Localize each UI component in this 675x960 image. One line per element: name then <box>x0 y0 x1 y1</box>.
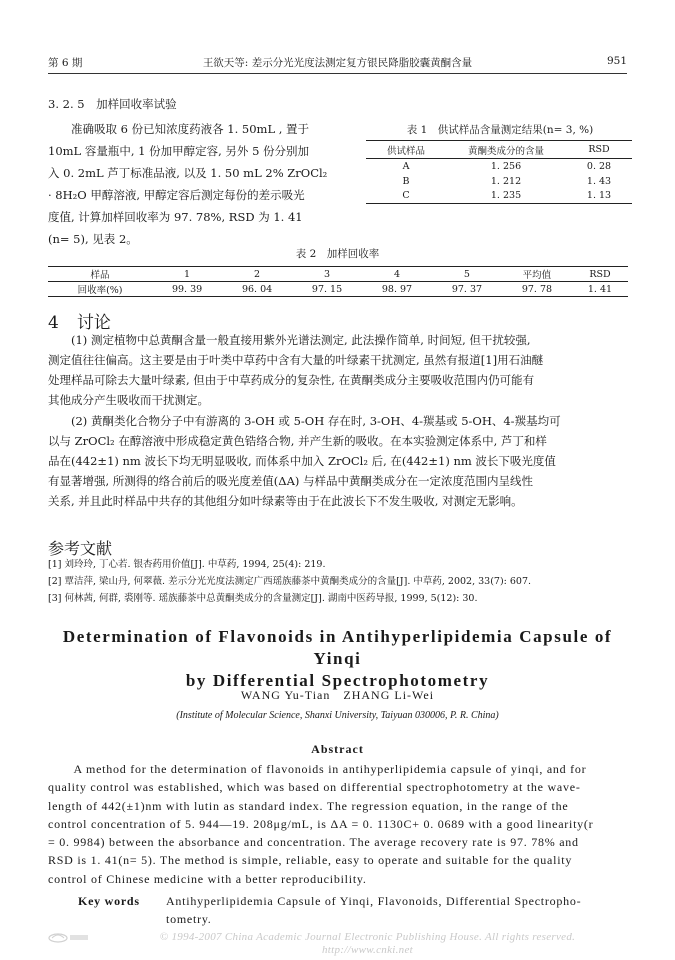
table-header-cell: 样品 <box>48 267 152 282</box>
table-header-cell: 供试样品 <box>366 141 446 159</box>
abstract-line: = 0. 9984) between the absorbance and concentration. The average recovery rate is 97. 78% and <box>48 835 579 850</box>
reference-item: [2] 覃洁萍, 梁山丹, 何翠薇. 差示分光光度法测定广西瑶族藤茶中黄酮类成分的含量[J]. 中草药, 2002, 33(7): 607. <box>48 576 532 587</box>
table-header-row <box>366 141 632 159</box>
table-cell: 97. 15 <box>292 282 362 297</box>
table2-caption: 表 2 加样回收率 <box>295 248 380 260</box>
table-cell: 1. 43 <box>586 175 612 187</box>
english-authors: WANG Yu-Tian ZHANG Li-Wei <box>240 688 435 702</box>
page-footer <box>48 928 627 956</box>
running-header <box>48 55 627 75</box>
table-cell: C <box>366 189 446 204</box>
paragraph-line: 10mL 容量瓶中, 1 份加甲醇定容, 另外 5 份分别加 <box>48 144 310 158</box>
table-header-cell: 4 <box>362 267 432 282</box>
page-number: 951 <box>606 55 627 67</box>
table-header-cell: 1 <box>152 267 222 282</box>
abstract-line: length of 442(±1)nm with lutin as standard index. The regression equation, in the range of the <box>48 798 569 813</box>
paragraph-line: 有显著增强, 所测得的络合前后的吸光度差值(ΔA) 与样品中黄酮类成分在一定浓度范围内呈线性 <box>48 474 534 488</box>
running-title: 王欲天等: 差示分光光度法测定复方银民降脂胶囊黄酮含量 <box>202 57 473 69</box>
discussion-paragraph-2 <box>48 411 628 511</box>
abstract-body <box>48 760 633 888</box>
cnki-logo-icon <box>48 930 90 944</box>
abstract-line: control of Chinese medicine with a better reproducibility. <box>48 871 367 886</box>
paragraph-line: (2) 黄酮类化合物分子中有游离的 3-OH 或 5-OH 存在时, 3-OH、4-羰基或 5-OH、4-羰基均可 <box>48 414 561 428</box>
english-title-line: by Differential Spectrophotometry <box>185 671 490 690</box>
paragraph-line: 准确吸取 6 份已知浓度药液各 1. 50mL , 置于 <box>48 122 310 136</box>
abstract-heading: Abstract <box>311 742 364 756</box>
table-cell: 1. 235 <box>446 189 566 204</box>
table1-caption: 表 1 供试样品含量测定结果(n= 3, %) <box>406 124 594 136</box>
paragraph-line: 度值, 计算加样回收率为 97. 78%, RSD 为 1. 41 <box>48 210 303 224</box>
table-header-cell: 5 <box>432 267 502 282</box>
table-cell: 1. 212 <box>490 175 522 187</box>
english-affiliation: (Institute of Molecular Science, Shanxi University, Taiyuan 030006, P. R. China) <box>176 710 499 721</box>
table-header-cell: RSD <box>572 267 628 282</box>
reference-item: [3] 何林茜, 何群, 裘刚等. 瑶族藤茶中总黄酮类成分的含量测定[J]. 湖南中医药导报, 1999, 5(12): 30. <box>48 593 478 604</box>
table-cell: A <box>402 160 410 172</box>
section-325-paragraph <box>48 118 360 250</box>
issue-label: 第 6 期 <box>48 57 83 69</box>
paragraph-line: 关系, 并且此时样品中共存的其他组分如叶绿素等由于在此波长下不发生吸收, 对测定无影响。 <box>48 494 523 508</box>
table-cell: 97. 78 <box>502 282 572 297</box>
paragraph-line: 入 0. 2mL 芦丁标准品液, 以及 1. 50 mL 2% ZrOCl₂ <box>48 166 328 180</box>
paragraph-line: (n= 5), 见表 2。 <box>48 232 138 246</box>
paragraph-line: 测定值往往偏高。这主要是由于叶类中草药中含有大量的叶绿素干扰测定, 虽然有报道[1]用石油醚 <box>48 353 544 367</box>
table-cell: 回收率(%) <box>48 282 152 297</box>
copyright-notice: © 1994-2007 China Academic Journal Electronic Publishing House. All rights reserved. http://www.cnki.net <box>159 931 598 956</box>
table-header-cell: 黄酮类成分的含量 <box>446 141 566 159</box>
english-title <box>48 626 627 692</box>
table-row <box>48 282 628 297</box>
table-cell: 97. 37 <box>432 282 502 297</box>
section-number: 4 <box>48 313 59 333</box>
references-heading: 参考文献 <box>48 539 113 558</box>
table-header-row <box>48 267 628 282</box>
abstract-line: A method for the determination of flavonoids in antihyperlipidemia capsule of yinqi, and for <box>48 762 587 776</box>
table-header-cell: 2 <box>222 267 292 282</box>
section-title: 讨论 <box>76 313 111 333</box>
table-cell: 1. 41 <box>572 282 628 297</box>
table1 <box>366 140 632 204</box>
table-cell: 1. 13 <box>566 189 632 204</box>
paragraph-line: 品在(442±1) nm 波长下均无明显吸收, 而体系中加入 ZrOCl₂ 后, 在(442±1) nm 波长下吸光度值 <box>48 454 556 468</box>
english-title-line: Determination of Flavonoids in Antihyperlipidemia Capsule of Yinqi <box>62 627 613 668</box>
paragraph-line: · 8H₂O 甲醇溶液, 甲醇定容后测定每份的差示吸光 <box>48 188 305 202</box>
reference-list <box>48 556 628 607</box>
table-cell: 96. 04 <box>222 282 292 297</box>
abstract-line: RSD is 1. 41(n= 5). The method is simple, reliable, easy to operate and suitable for the quality <box>48 853 573 868</box>
keywords-label: Key words <box>78 894 140 908</box>
section-325-heading: 3. 2. 5 加样回收率试验 <box>48 97 177 111</box>
paragraph-line: 以与 ZrOCl₂ 在醇溶液中形成稳定黄色锆络合物, 并产生新的吸收。在本实验测定体系中, 芦丁和样 <box>48 434 547 448</box>
discussion-paragraph-1 <box>48 330 628 410</box>
table-header-cell: RSD <box>566 141 632 159</box>
table-row <box>366 174 632 189</box>
table-cell: 1. 256 <box>490 160 522 172</box>
abstract-line: quality control was established, which was based on differential spectrophotometry at the wave- <box>48 780 581 795</box>
reference-item: [1] 刘玲玲, 丁心若. 银杏药用价值[J]. 中草药, 1994, 25(4): 219. <box>48 559 326 570</box>
keywords-text: Antihyperlipidemia Capsule of Yinqi, Flavonoids, Differential Spectropho- <box>166 894 582 908</box>
table-row <box>366 189 632 204</box>
keywords-text-continued: tometry. <box>166 912 212 926</box>
table2 <box>48 266 628 297</box>
paragraph-line: 处理样品可除去大量叶绿素, 但由于中草药成分的复杂性, 在黄酮类成分主要吸收范围内仍可能有 <box>48 373 535 387</box>
table-cell: 98. 97 <box>362 282 432 297</box>
table-cell: 0. 28 <box>586 160 612 172</box>
abstract-line: control concentration of 5. 944—19. 208μg/mL, is ΔA = 0. 1130C+ 0. 0689 with a good linearity(r <box>48 816 594 831</box>
paragraph-line: (1) 测定植物中总黄酮含量一般直接用紫外光谱法测定, 此法操作简单, 时间短, 但干扰较强, <box>48 333 531 347</box>
table-cell: 99. 39 <box>152 282 222 297</box>
table-row <box>366 159 632 174</box>
header-rule <box>48 73 627 74</box>
table-header-cell: 平均值 <box>502 267 572 282</box>
table-cell: B <box>402 175 410 187</box>
table-header-cell: 3 <box>292 267 362 282</box>
paragraph-line: 其他成分产生吸收而干扰测定。 <box>48 393 209 407</box>
keywords <box>78 892 638 928</box>
